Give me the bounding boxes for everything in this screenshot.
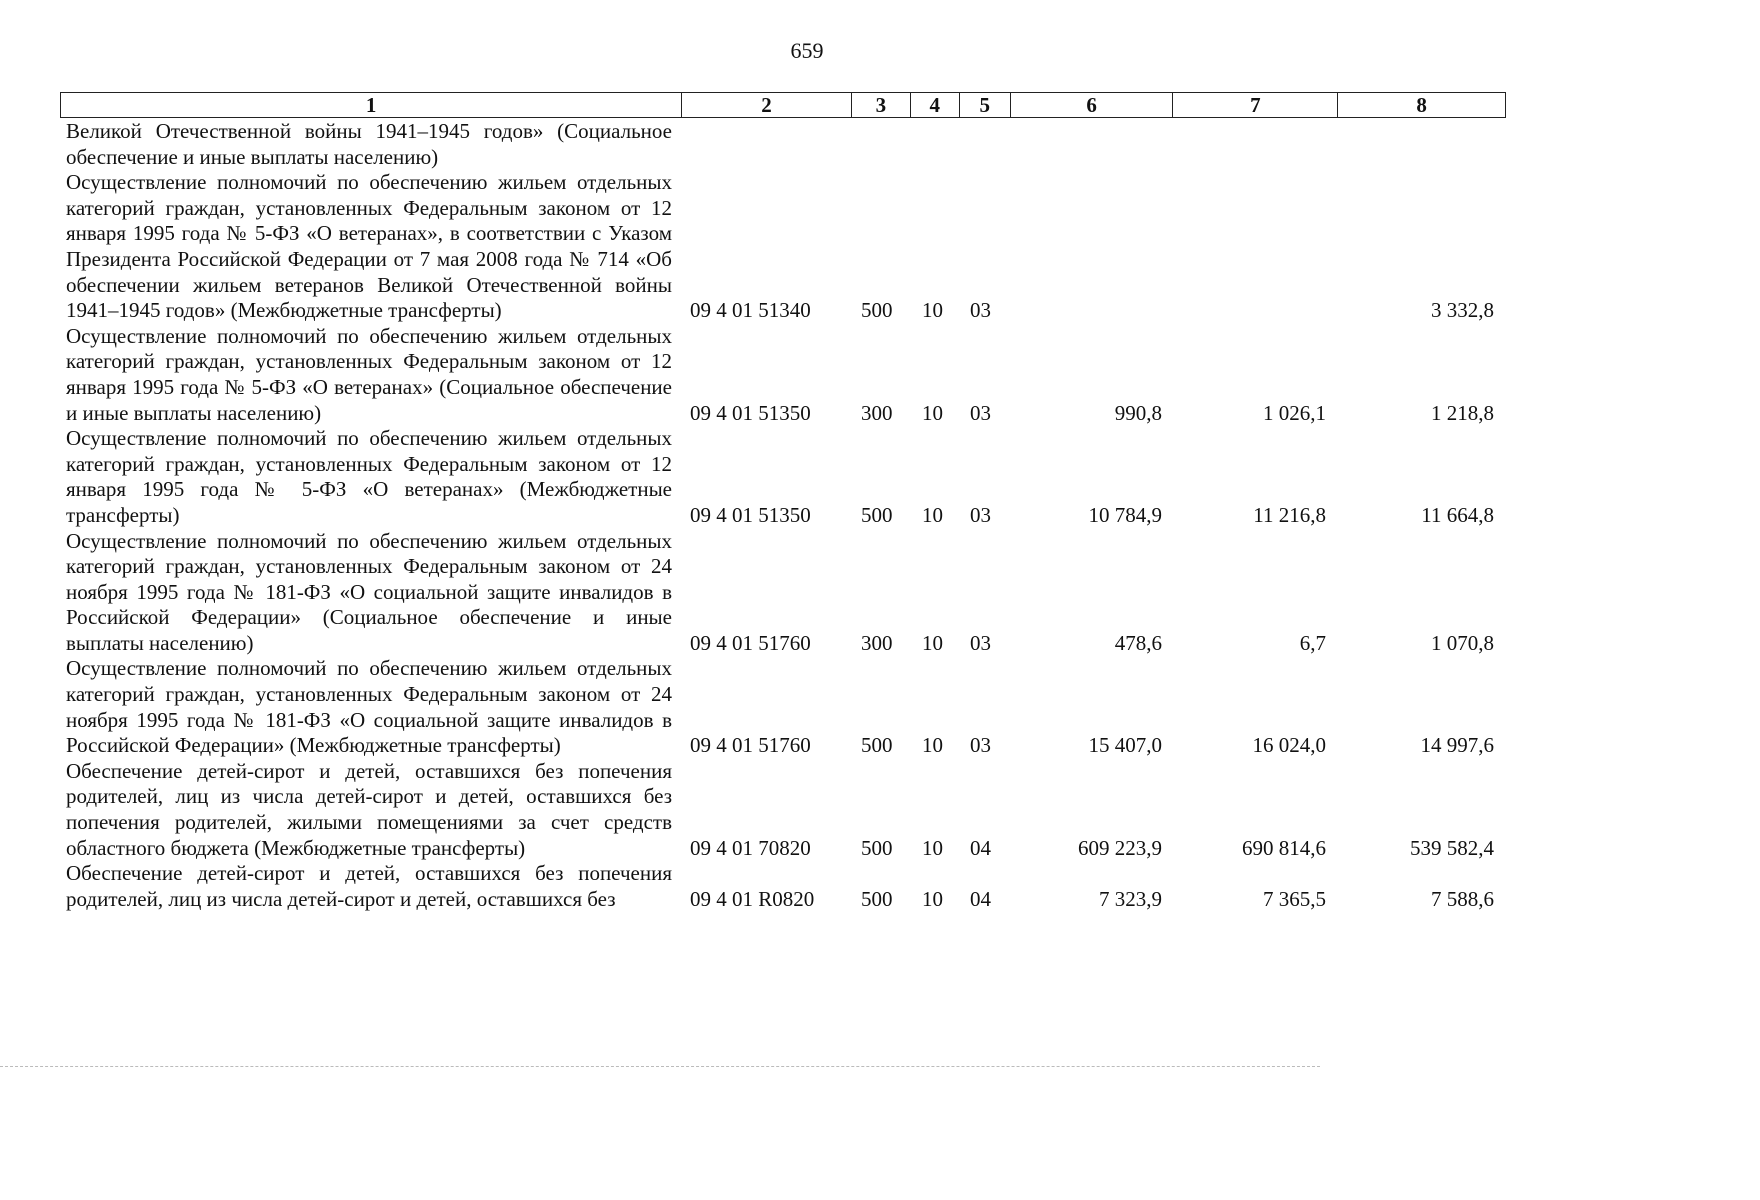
row-description: Обеспечение детей-сирот и детей, оставшихся без попечения родителей, лиц из числа детей-сирот и детей, оставшихся без попечения родителей, жилыми помещениями за счет средств областного бюджета (Межбюджетные трансферты): [66, 758, 672, 860]
table-row: [66, 656, 1506, 758]
row-expense-type: 500: [861, 733, 893, 758]
column-header-2: 2: [682, 93, 852, 117]
column-header-8: 8: [1416, 93, 1427, 117]
row-description: Обеспечение детей-сирот и детей, оставшихся без попечения родителей, лиц из числа детей-сирот и детей, оставшихся без: [66, 861, 672, 911]
row-expense-type: 500: [861, 835, 893, 860]
table-row: [66, 119, 1506, 170]
table-row: [66, 324, 1506, 426]
row-value-6: 10 784,9: [1088, 502, 1162, 527]
column-header-7: 7: [1173, 93, 1338, 117]
row-expense-type: 500: [861, 298, 893, 323]
row-code: 09 4 01 51350: [690, 502, 811, 527]
row-value-7: 7 365,5: [1263, 886, 1326, 911]
column-header-1: 1: [61, 93, 682, 117]
row-expense-type: 300: [861, 630, 893, 655]
row-value-8: 11 664,8: [1421, 502, 1494, 527]
row-value-7: 11 216,8: [1253, 502, 1326, 527]
row-value-8: 7 588,6: [1431, 886, 1494, 911]
row-section: 10: [922, 630, 943, 655]
row-code: 09 4 01 51760: [690, 630, 811, 655]
row-subsection: 03: [970, 298, 991, 323]
row-subsection: 03: [970, 630, 991, 655]
row-description: Осуществление полномочий по обеспечению жильем отдельных категорий граждан, установленных Федеральным законом от 24 ноября 1995 года № 181-ФЗ «О социальной защите инвалидов в Российской Федерации» (Межбюджетные трансферты): [66, 656, 672, 758]
row-expense-type: 500: [861, 502, 893, 527]
column-header-5: 5: [960, 93, 1011, 117]
column-header-4: 4: [911, 93, 960, 117]
column-header-3: 3: [852, 93, 911, 117]
row-section: 10: [922, 298, 943, 323]
row-value-8: 14 997,6: [1420, 733, 1494, 758]
row-subsection: 03: [970, 733, 991, 758]
row-description: Великой Отечественной войны 1941–1945 годов» (Социальное обеспечение и иные выплаты населению): [66, 119, 672, 169]
row-value-8: 539 582,4: [1410, 835, 1494, 860]
table-row: [66, 426, 1506, 528]
row-value-7: 690 814,6: [1242, 835, 1326, 860]
row-value-6: 609 223,9: [1078, 835, 1162, 860]
row-description: Осуществление полномочий по обеспечению жильем отдельных категорий граждан, установленных Федеральным законом от 12 января 1995 года № 5-ФЗ «О ветеранах», в соответствии с Указом Президента Российской Федерации от 7 мая 2008 года № 714 «Об обеспечении жильем ветеранов Великой Отечественной войны 1941–1945 годов» (Межбюджетные трансферты): [66, 170, 672, 323]
row-value-7: 6,7: [1299, 630, 1326, 655]
row-subsection: 03: [970, 502, 991, 527]
row-subsection: 04: [970, 886, 991, 911]
table-row: [66, 861, 1506, 912]
row-description: Осуществление полномочий по обеспечению жильем отдельных категорий граждан, установленных Федеральным законом от 24 ноября 1995 года № 181-ФЗ «О социальной защите инвалидов в Российской Федерации» (Социальное обеспечение и иные выплаты населению): [66, 528, 672, 655]
row-section: 10: [922, 502, 943, 527]
row-section: 10: [922, 835, 943, 860]
table-row: [66, 170, 1506, 324]
row-expense-type: 300: [861, 400, 893, 425]
row-value-8: 3 332,8: [1431, 298, 1494, 323]
table-row: [66, 759, 1506, 861]
row-section: 10: [922, 400, 943, 425]
row-expense-type: 500: [861, 886, 893, 911]
row-value-8: 1 070,8: [1431, 630, 1494, 655]
row-value-7: 1 026,1: [1263, 400, 1326, 425]
row-subsection: 03: [970, 400, 991, 425]
row-section: 10: [922, 886, 943, 911]
row-code: 09 4 01 51760: [690, 733, 811, 758]
row-value-8: 1 218,8: [1431, 400, 1494, 425]
row-value-7: 16 024,0: [1252, 733, 1326, 758]
row-value-6: 478,6: [1114, 630, 1162, 655]
row-subsection: 04: [970, 835, 991, 860]
table-row: [66, 529, 1506, 657]
table-body: [66, 119, 1506, 912]
table-column-header: [60, 92, 1506, 118]
page-number: 659: [790, 38, 824, 63]
row-description: Осуществление полномочий по обеспечению жильем отдельных категорий граждан, установленных Федеральным законом от 12 января 1995 года № 5-ФЗ «О ветеранах» (Межбюджетные трансферты): [66, 426, 672, 527]
row-value-6: 15 407,0: [1088, 733, 1162, 758]
scan-artifact-line: [0, 1066, 1320, 1067]
row-value-6: 990,8: [1114, 400, 1162, 425]
row-code: 09 4 01 70820: [690, 835, 811, 860]
row-code: 09 4 01 51340: [690, 298, 811, 323]
row-code: 09 4 01 51350: [690, 400, 811, 425]
row-description: Осуществление полномочий по обеспечению жильем отдельных категорий граждан, установленных Федеральным законом от 12 января 1995 года № 5-ФЗ «О ветеранах» (Социальное обеспечение и иные выплаты населению): [66, 323, 672, 425]
row-value-6: 7 323,9: [1099, 886, 1162, 911]
row-code: 09 4 01 R0820: [690, 886, 815, 911]
column-header-6: 6: [1011, 93, 1174, 117]
row-section: 10: [922, 733, 943, 758]
